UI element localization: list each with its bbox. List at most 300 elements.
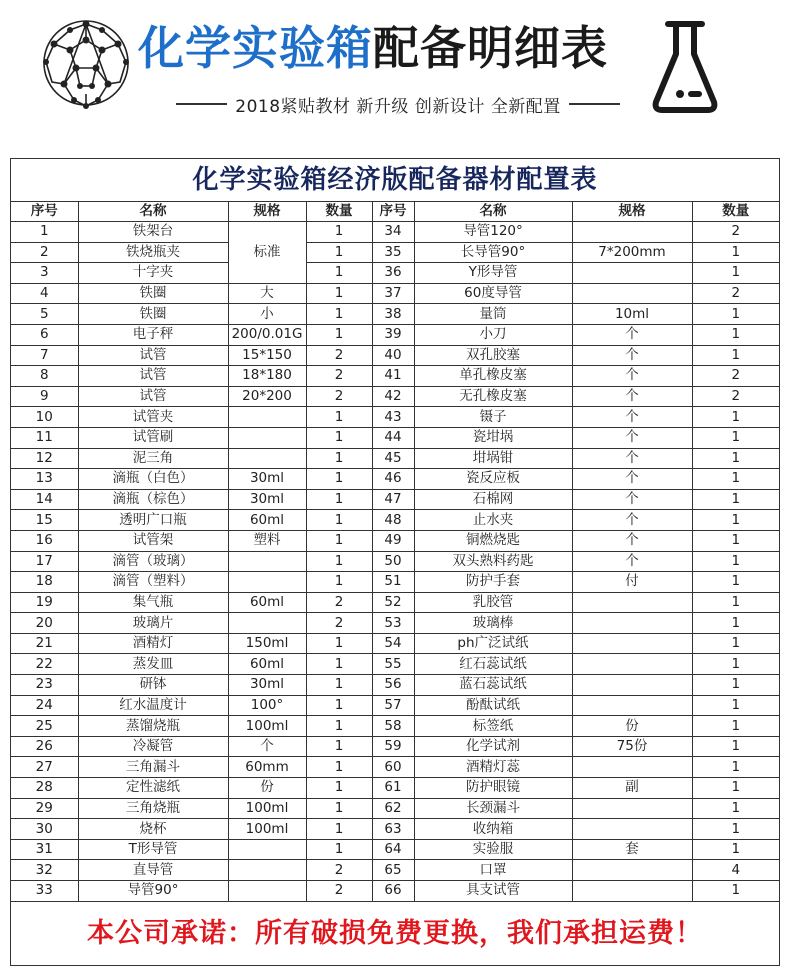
cell-index-right: 38: [372, 304, 414, 325]
cell-qty-left: 1: [306, 530, 372, 551]
cell-name-right: 无孔橡皮塞: [414, 386, 572, 407]
cell-index-right: 49: [372, 530, 414, 551]
cell-spec-right: [572, 654, 692, 675]
cell-name-left: 集气瓶: [78, 592, 228, 613]
cell-qty-right: 1: [692, 242, 779, 263]
cell-index-left: 1: [11, 222, 78, 243]
cell-index-right: 62: [372, 798, 414, 819]
cell-index-left: 5: [11, 304, 78, 325]
table-row: [11, 633, 779, 654]
cell-index-right: 40: [372, 345, 414, 366]
cell-qty-right: 1: [692, 736, 779, 757]
cell-name-right: 标签纸: [414, 716, 572, 737]
table-row: [11, 510, 779, 531]
cell-spec-right: 75份: [572, 736, 692, 757]
cell-spec-left: [228, 572, 306, 593]
table-row: [11, 427, 779, 448]
cell-name-left: T形导管: [78, 839, 228, 860]
cell-name-left: 蒸发皿: [78, 654, 228, 675]
cell-qty-right: 4: [692, 860, 779, 881]
cell-index-right: 46: [372, 469, 414, 490]
table-row: [11, 572, 779, 593]
cell-spec-right: [572, 819, 692, 840]
cell-name-right: 乳胶管: [414, 592, 572, 613]
cell-qty-right: 1: [692, 510, 779, 531]
cell-index-right: 36: [372, 263, 414, 284]
cell-index-left: 6: [11, 324, 78, 345]
erlenmeyer-flask-icon: [650, 16, 720, 116]
page-title-blue: 化学实验箱: [138, 21, 373, 75]
cell-spec-right: 付: [572, 572, 692, 593]
cell-spec-left: 大: [228, 283, 306, 304]
cell-spec-left: [228, 448, 306, 469]
cell-spec-right: 个: [572, 489, 692, 510]
cell-index-right: 64: [372, 839, 414, 860]
subtitle-left-rule: [176, 103, 227, 105]
cell-spec-right: [572, 881, 692, 902]
cell-spec-left: [228, 881, 306, 902]
cell-name-right: 铜燃烧匙: [414, 530, 572, 551]
cell-index-left: 19: [11, 592, 78, 613]
cell-qty-right: 1: [692, 778, 779, 799]
cell-name-left: 导管90°: [78, 881, 228, 902]
cell-name-left: 铁架台: [78, 222, 228, 243]
table-row: [11, 386, 779, 407]
cell-name-right: 量筒: [414, 304, 572, 325]
cell-name-left: 蒸馏烧瓶: [78, 716, 228, 737]
table-row: [11, 819, 779, 840]
cell-index-left: 15: [11, 510, 78, 531]
cell-index-left: 26: [11, 736, 78, 757]
cell-spec-left: 60ml: [228, 654, 306, 675]
table-row: [11, 613, 779, 634]
table-row: [11, 654, 779, 675]
table-row: [11, 860, 779, 881]
cell-qty-left: 1: [306, 695, 372, 716]
cell-spec-left: 60ml: [228, 510, 306, 531]
cell-qty-left: 1: [306, 757, 372, 778]
cell-index-left: 32: [11, 860, 78, 881]
cell-name-left: 试管: [78, 386, 228, 407]
cell-name-left: 试管夹: [78, 407, 228, 428]
cell-spec-right: 套: [572, 839, 692, 860]
cell-spec-right: [572, 798, 692, 819]
cell-spec-left: [228, 839, 306, 860]
cell-name-left: 铁圈: [78, 283, 228, 304]
cell-qty-right: 1: [692, 881, 779, 902]
cell-name-left: 酒精灯: [78, 633, 228, 654]
table-row: [11, 324, 779, 345]
cell-name-right: 防护手套: [414, 572, 572, 593]
cell-spec-right: [572, 283, 692, 304]
cell-spec-right: 个: [572, 324, 692, 345]
subtitle: 2018紧贴教材 新升级 创新设计 全新配置: [235, 96, 561, 117]
table-row: [11, 798, 779, 819]
cell-qty-right: 1: [692, 324, 779, 345]
equipment-table-frame: [10, 158, 780, 966]
cell-spec-right: [572, 263, 692, 284]
cell-spec-left: 20*200: [228, 386, 306, 407]
cell-index-left: 28: [11, 778, 78, 799]
table-row: [11, 345, 779, 366]
page-header: [0, 0, 790, 150]
cell-name-right: 化学试剂: [414, 736, 572, 757]
header-spec-right: 规格: [572, 202, 692, 222]
cell-name-right: 收纳箱: [414, 819, 572, 840]
cell-spec-left: [228, 427, 306, 448]
cell-name-right: 玻璃棒: [414, 613, 572, 634]
cell-index-left: 4: [11, 283, 78, 304]
cell-qty-right: 1: [692, 489, 779, 510]
cell-index-right: 59: [372, 736, 414, 757]
cell-qty-left: 1: [306, 469, 372, 490]
subtitle-right-rule: [569, 103, 620, 105]
cell-name-left: 直导管: [78, 860, 228, 881]
cell-qty-left: 1: [306, 572, 372, 593]
cell-qty-right: 2: [692, 386, 779, 407]
cell-index-left: 12: [11, 448, 78, 469]
cell-name-left: 滴瓶（白色）: [78, 469, 228, 490]
cell-index-right: 66: [372, 881, 414, 902]
page-title: [138, 18, 608, 78]
cell-spec-right: [572, 757, 692, 778]
cell-index-right: 61: [372, 778, 414, 799]
cell-index-right: 65: [372, 860, 414, 881]
cell-index-left: 9: [11, 386, 78, 407]
table-row: [11, 675, 779, 696]
cell-qty-left: 1: [306, 716, 372, 737]
cell-qty-right: 1: [692, 592, 779, 613]
cell-name-right: ph广泛试纸: [414, 633, 572, 654]
cell-spec-left: 18*180: [228, 366, 306, 387]
cell-index-left: 24: [11, 695, 78, 716]
cell-qty-left: 1: [306, 489, 372, 510]
cell-spec-right: [572, 695, 692, 716]
cell-index-right: 35: [372, 242, 414, 263]
table-row: [11, 263, 779, 284]
cell-qty-right: 1: [692, 572, 779, 593]
cell-name-right: 瓷反应板: [414, 469, 572, 490]
cell-spec-right: 份: [572, 716, 692, 737]
cell-name-right: 镊子: [414, 407, 572, 428]
cell-index-left: 33: [11, 881, 78, 902]
cell-qty-left: 1: [306, 407, 372, 428]
cell-spec-left: 100ml: [228, 716, 306, 737]
cell-qty-left: 1: [306, 798, 372, 819]
cell-index-right: 43: [372, 407, 414, 428]
table-row: [11, 242, 779, 263]
cell-name-right: 酚酞试纸: [414, 695, 572, 716]
cell-index-left: 3: [11, 263, 78, 284]
cell-name-right: 实验服: [414, 839, 572, 860]
cell-index-right: 58: [372, 716, 414, 737]
cell-name-left: 玻璃片: [78, 613, 228, 634]
cell-name-right: 红石蕊试纸: [414, 654, 572, 675]
cell-qty-left: 1: [306, 283, 372, 304]
cell-name-left: 铁烧瓶夹: [78, 242, 228, 263]
cell-spec-left: 60ml: [228, 592, 306, 613]
cell-index-left: 16: [11, 530, 78, 551]
table-row: [11, 716, 779, 737]
table-row: [11, 736, 779, 757]
cell-spec-left: 100ml: [228, 819, 306, 840]
cell-name-right: 坩埚钳: [414, 448, 572, 469]
cell-index-right: 44: [372, 427, 414, 448]
cell-spec-right: 个: [572, 448, 692, 469]
cell-name-right: 长导管90°: [414, 242, 572, 263]
cell-name-left: 研钵: [78, 675, 228, 696]
cell-name-right: 石棉网: [414, 489, 572, 510]
cell-index-right: 39: [372, 324, 414, 345]
header-qty-left: 数量: [306, 202, 372, 222]
cell-qty-left: 1: [306, 633, 372, 654]
cell-name-left: 三角烧瓶: [78, 798, 228, 819]
cell-index-left: 27: [11, 757, 78, 778]
cell-spec-left: 小: [228, 304, 306, 325]
cell-index-right: 42: [372, 386, 414, 407]
table-row: [11, 592, 779, 613]
cell-qty-left: 1: [306, 427, 372, 448]
cell-name-left: 滴管（塑料）: [78, 572, 228, 593]
table-header-row: [11, 202, 779, 222]
cell-spec-right: [572, 633, 692, 654]
cell-name-left: 冷凝管: [78, 736, 228, 757]
cell-index-left: 22: [11, 654, 78, 675]
table-row: [11, 407, 779, 428]
cell-index-right: 34: [372, 222, 414, 243]
cell-name-right: 止水夹: [414, 510, 572, 531]
cell-spec-right: 10ml: [572, 304, 692, 325]
cell-qty-left: 2: [306, 386, 372, 407]
table-body: [11, 222, 779, 902]
cell-index-left: 10: [11, 407, 78, 428]
cell-spec-right: 个: [572, 345, 692, 366]
cell-qty-right: 1: [692, 654, 779, 675]
cell-qty-left: 1: [306, 242, 372, 263]
cell-qty-right: 1: [692, 839, 779, 860]
cell-spec-right: 个: [572, 407, 692, 428]
cell-qty-right: 1: [692, 469, 779, 490]
cell-spec-left: [228, 613, 306, 634]
cell-index-left: 13: [11, 469, 78, 490]
cell-name-right: 小刀: [414, 324, 572, 345]
cell-qty-right: 1: [692, 819, 779, 840]
cell-spec-right: 个: [572, 469, 692, 490]
cell-qty-left: 1: [306, 778, 372, 799]
cell-qty-left: 2: [306, 345, 372, 366]
cell-name-left: 滴管（玻璃）: [78, 551, 228, 572]
table-row: [11, 222, 779, 243]
cell-spec-left: 个: [228, 736, 306, 757]
cell-index-left: 2: [11, 242, 78, 263]
cell-qty-left: 2: [306, 592, 372, 613]
cell-name-right: 防护眼镜: [414, 778, 572, 799]
cell-index-left: 23: [11, 675, 78, 696]
cell-name-left: 电子秤: [78, 324, 228, 345]
header-qty-right: 数量: [692, 202, 779, 222]
fullerene-molecule-icon: [40, 10, 132, 116]
header-name-left: 名称: [78, 202, 228, 222]
cell-spec-right: [572, 222, 692, 243]
page-title-black: 配备明细表: [373, 21, 608, 75]
cell-qty-right: 1: [692, 407, 779, 428]
cell-qty-right: 1: [692, 345, 779, 366]
cell-qty-left: 1: [306, 324, 372, 345]
cell-name-right: 瓷坩埚: [414, 427, 572, 448]
cell-index-right: 63: [372, 819, 414, 840]
cell-spec-right: [572, 675, 692, 696]
table-row: [11, 551, 779, 572]
cell-index-left: 31: [11, 839, 78, 860]
cell-name-left: 试管: [78, 366, 228, 387]
cell-qty-right: 2: [692, 283, 779, 304]
cell-spec-right: 个: [572, 427, 692, 448]
cell-qty-right: 1: [692, 613, 779, 634]
cell-qty-left: 1: [306, 448, 372, 469]
cell-qty-right: 1: [692, 716, 779, 737]
cell-spec-right: [572, 613, 692, 634]
cell-qty-left: 2: [306, 613, 372, 634]
cell-name-left: 烧杯: [78, 819, 228, 840]
cell-index-left: 7: [11, 345, 78, 366]
cell-name-right: 导管120°: [414, 222, 572, 243]
cell-name-right: Y形导管: [414, 263, 572, 284]
table-title: 化学实验箱经济版配备器材配置表: [11, 159, 779, 202]
cell-spec-left: [228, 407, 306, 428]
cell-qty-right: 1: [692, 263, 779, 284]
cell-index-left: 20: [11, 613, 78, 634]
cell-spec-right: 个: [572, 386, 692, 407]
table-row: [11, 530, 779, 551]
cell-qty-left: 2: [306, 881, 372, 902]
cell-name-left: 三角漏斗: [78, 757, 228, 778]
subtitle-row: [168, 92, 628, 116]
table-row: [11, 304, 779, 325]
cell-name-left: 红水温度计: [78, 695, 228, 716]
cell-name-left: 十字夹: [78, 263, 228, 284]
cell-index-left: 11: [11, 427, 78, 448]
cell-qty-left: 1: [306, 222, 372, 243]
header-index-left: 序号: [11, 202, 78, 222]
cell-index-right: 50: [372, 551, 414, 572]
table-row: [11, 283, 779, 304]
cell-index-left: 8: [11, 366, 78, 387]
cell-qty-right: 1: [692, 675, 779, 696]
cell-name-right: 蓝石蕊试纸: [414, 675, 572, 696]
table-row: [11, 489, 779, 510]
cell-index-right: 51: [372, 572, 414, 593]
cell-index-left: 30: [11, 819, 78, 840]
cell-index-left: 25: [11, 716, 78, 737]
cell-index-right: 57: [372, 695, 414, 716]
cell-index-left: 18: [11, 572, 78, 593]
cell-qty-right: 1: [692, 304, 779, 325]
cell-spec-left: 100°: [228, 695, 306, 716]
table-row: [11, 366, 779, 387]
cell-index-right: 52: [372, 592, 414, 613]
cell-spec-left: 标准: [228, 222, 306, 284]
cell-index-right: 41: [372, 366, 414, 387]
cell-qty-right: 1: [692, 695, 779, 716]
cell-qty-left: 1: [306, 304, 372, 325]
cell-name-left: 透明广口瓶: [78, 510, 228, 531]
cell-index-right: 45: [372, 448, 414, 469]
cell-name-right: 双头熟料药匙: [414, 551, 572, 572]
cell-qty-left: 2: [306, 366, 372, 387]
cell-name-left: 定性滤纸: [78, 778, 228, 799]
cell-qty-right: 1: [692, 448, 779, 469]
cell-qty-right: 2: [692, 222, 779, 243]
cell-spec-right: 个: [572, 530, 692, 551]
cell-name-left: 试管: [78, 345, 228, 366]
cell-index-right: 56: [372, 675, 414, 696]
table-row: [11, 839, 779, 860]
cell-spec-right: [572, 860, 692, 881]
cell-spec-left: 15*150: [228, 345, 306, 366]
table-row: [11, 469, 779, 490]
cell-spec-left: 100ml: [228, 798, 306, 819]
table-row: [11, 695, 779, 716]
cell-name-left: 试管架: [78, 530, 228, 551]
cell-qty-right: 1: [692, 530, 779, 551]
cell-index-right: 54: [372, 633, 414, 654]
cell-qty-left: 1: [306, 510, 372, 531]
cell-spec-right: 7*200mm: [572, 242, 692, 263]
cell-spec-right: 个: [572, 366, 692, 387]
cell-name-right: 单孔橡皮塞: [414, 366, 572, 387]
guarantee-banner: 本公司承诺：所有破损免费更换，我们承担运费！: [87, 918, 703, 949]
table-row: [11, 757, 779, 778]
cell-name-right: 口罩: [414, 860, 572, 881]
cell-spec-left: [228, 860, 306, 881]
cell-spec-left: 份: [228, 778, 306, 799]
table-row: [11, 881, 779, 902]
cell-qty-right: 1: [692, 757, 779, 778]
cell-name-left: 泥三角: [78, 448, 228, 469]
equipment-table: [11, 201, 779, 902]
cell-index-left: 21: [11, 633, 78, 654]
cell-name-right: 长颈漏斗: [414, 798, 572, 819]
cell-spec-right: [572, 592, 692, 613]
cell-qty-left: 1: [306, 736, 372, 757]
cell-spec-left: 200/0.01G: [228, 324, 306, 345]
cell-spec-left: 60mm: [228, 757, 306, 778]
cell-qty-left: 1: [306, 839, 372, 860]
cell-qty-left: 1: [306, 263, 372, 284]
cell-qty-right: 1: [692, 798, 779, 819]
cell-index-left: 14: [11, 489, 78, 510]
cell-spec-left: 30ml: [228, 489, 306, 510]
cell-index-right: 37: [372, 283, 414, 304]
cell-spec-left: [228, 551, 306, 572]
header-spec-left: 规格: [228, 202, 306, 222]
cell-index-right: 47: [372, 489, 414, 510]
cell-index-right: 60: [372, 757, 414, 778]
cell-qty-left: 1: [306, 675, 372, 696]
cell-spec-right: 个: [572, 510, 692, 531]
cell-qty-left: 1: [306, 551, 372, 572]
cell-qty-left: 1: [306, 654, 372, 675]
table-row: [11, 448, 779, 469]
cell-spec-right: 副: [572, 778, 692, 799]
cell-qty-right: 1: [692, 633, 779, 654]
cell-qty-right: 1: [692, 551, 779, 572]
cell-name-right: 双孔胶塞: [414, 345, 572, 366]
cell-name-right: 具支试管: [414, 881, 572, 902]
cell-index-right: 53: [372, 613, 414, 634]
cell-spec-right: 个: [572, 551, 692, 572]
cell-index-right: 48: [372, 510, 414, 531]
